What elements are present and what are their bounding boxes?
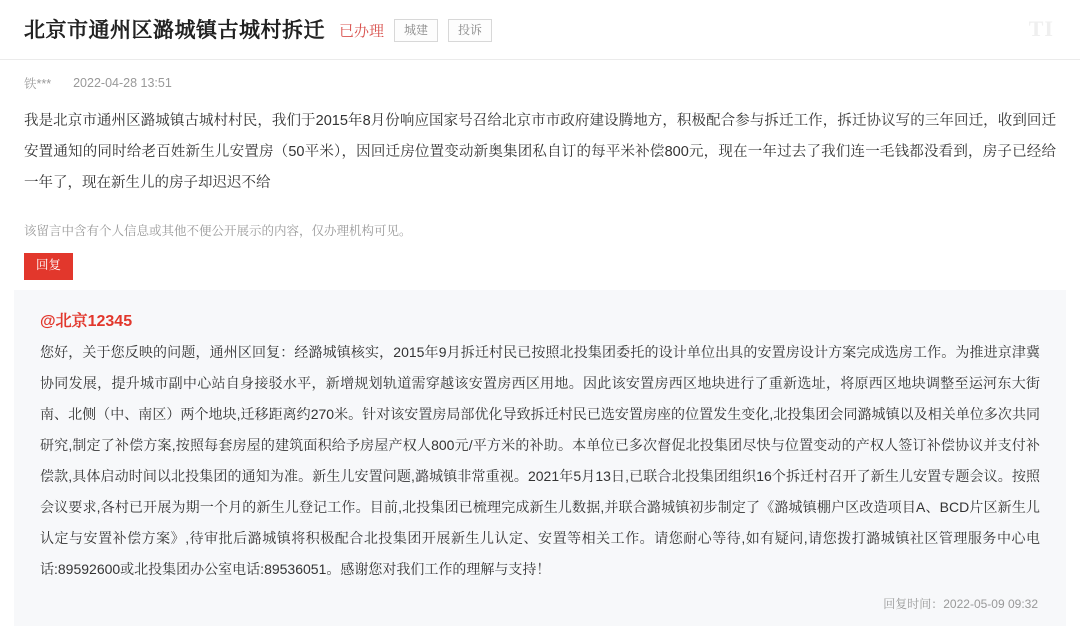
reply-button[interactable]: 回复 <box>24 253 73 280</box>
reply-time-value: 2022-05-09 09:32 <box>943 596 1038 611</box>
official-reply-block <box>14 290 1066 626</box>
post-date: 2022-04-28 13:51 <box>73 76 172 91</box>
category-tag-construction[interactable]: 城建 <box>394 19 438 42</box>
page-header <box>0 0 1080 43</box>
privacy-notice: 该留言中含有个人信息或其他不便公开展示的内容，仅办理机构可见。 <box>24 224 412 239</box>
page-title: 北京市通州区潞城镇古城村拆迁 <box>24 19 325 42</box>
reply-timestamp <box>40 595 1040 612</box>
reply-time-label: 回复时间： <box>883 596 944 611</box>
reply-org-name: @北京12345 <box>40 312 133 330</box>
post-content: 我是北京市通州区潞城镇古城村村民，我们于2015年8月份响应国家号召给北京市市政府建设腾地方，积极配合参与拆迁工作，拆迁协议写的三年回迁，收到回迁安置通知的同时给老百姓新生儿安置房（50平米），因回迁房位置变动新奥集团私自订的每平米补偿800元，现在一年过去了我们连一毛钱都没看到，房子已经给一年了，现在新生儿的房子却迟迟不给 <box>24 113 1056 192</box>
status-badge: 已办理 <box>339 23 385 41</box>
watermark-logo: TI <box>1028 16 1054 41</box>
category-tag-complaint[interactable]: 投诉 <box>448 19 492 42</box>
reply-content: 您好，关于您反映的问题，通州区回复：经潞城镇核实，2015年9月拆迁村民已按照北投集团委托的设计单位出具的安置房设计方案完成选房工作。为推进京津冀协同发展，提升城市副中心站自身接驳水平，新增规划轨道需穿越该安置房西区用地。因此该安置房西区地块进行了重新选址，将原西区地块调整至运河东大街南、北侧（中、南区）两个地块,迁移距离约270米。针对该安置房局部优化导致拆迁村民已选安置房座的位置发生变化,北投集团会同潞城镇以及相关单位多次共同研究,制定了补偿方案,按照每套房屋的建筑面积给予房屋产权人800元/平方米的补助。本单位已多次督促北投集团尽快与位置变动的产权人签订补偿协议并支付补偿款,具体启动时间以北投集团的通知为准。新生儿安置问题,潞城镇非常重视。2021年5月13日,已联合北投集团组织16个拆迁村召开了新生儿安置专题会议。按照会议要求,各村已开展为期一个月的新生儿登记工作。目前,北投集团已梳理完成新生儿数据,并联合潞城镇初步制定了《潞城镇棚户区改造项目A、BCD片区新生儿认定与安置补偿方案》,待审批后潞城镇将积极配合北投集团开展新生儿认定、安置等相关工作。请您耐心等待,如有疑问,请您拨打潞城镇社区管理服务中心电话:89592600或北投集团办公室电话:89536051。感谢您对我们工作的理解与支持！ <box>40 343 1040 577</box>
reply-button-container <box>0 241 1080 280</box>
post-meta <box>0 60 1080 92</box>
author-name: 铁*** <box>24 77 52 92</box>
